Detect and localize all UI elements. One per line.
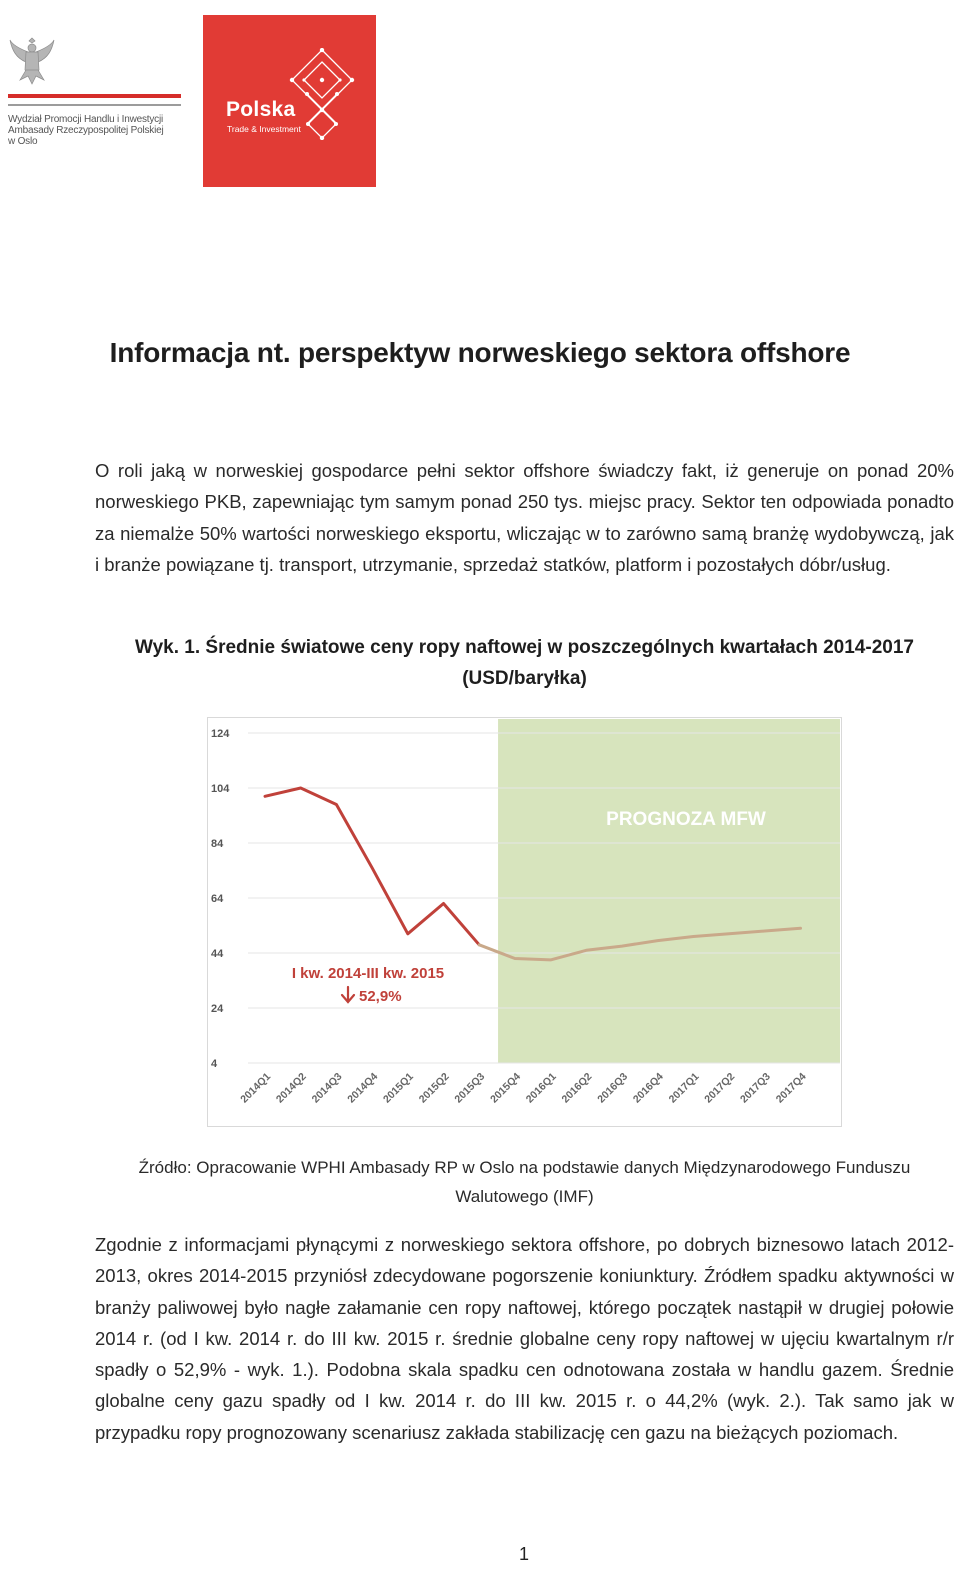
- oil-price-chart: [207, 717, 842, 1127]
- series-line-historical: [265, 788, 479, 945]
- chart-canvas: [208, 718, 841, 1126]
- polish-eagle-emblem: [8, 34, 56, 86]
- brand-name: Polska: [226, 98, 296, 121]
- page-title: Informacja nt. perspektyw norweskiego sektora offshore: [109, 337, 851, 368]
- x-tick-label: 2015Q2: [416, 1070, 452, 1106]
- y-tick-label: 64: [211, 893, 224, 905]
- x-tick-label: 2014Q2: [273, 1070, 309, 1106]
- x-tick-label: 2015Q3: [452, 1070, 488, 1106]
- y-tick-label: 84: [211, 838, 224, 850]
- x-tick-label: 2016Q3: [595, 1070, 631, 1106]
- annotation-period: I kw. 2014-III kw. 2015: [291, 965, 445, 982]
- body-paragraph: Zgodnie z informacjami płynącymi z norweskiego sektora offshore, po dobrych biznesowo latach 2012-2013, okres 2014-2015 przyniósł zdecydowane pogorszenie koniunktury. Źródłem spadku aktywności w branży paliwowej było nagłe załamanie cen ropy naftowej, którego początek nastąpił w drugiej połowie 2014 r. (od I kw. 2014 r. do III kw. 2015 r. średnie globalne ceny ropy naftowej w ujęciu kwartalnym r/r spadły o 52,9% - wyk. 1.). Podobna skala spadku cen odnotowana została w handlu gazem. Średnie globalne ceny gazu spadły od I kw. 2014 r. do III kw. 2015 r. o 44,2% (wyk. 2.). Tak samo jak w przypadku ropy prognozowany scenariusz zakłada stabilizację cen gazu na bieżących poziomach.: [95, 1234, 954, 1443]
- y-tick-label: 4: [211, 1058, 218, 1070]
- header-grey-rule: [8, 104, 181, 106]
- y-tick-label: 124: [211, 728, 230, 740]
- forecast-label: PROGNOZA MFW: [606, 809, 766, 830]
- org-line: Wydział Promocji Handlu i Inwestycji: [8, 114, 163, 125]
- forecast-region: [498, 719, 840, 1063]
- x-tick-label: 2017Q3: [738, 1070, 773, 1106]
- intro-paragraph: O roli jaką w norweskiej gospodarce pełni sektor offshore świadczy fakt, iż generuje on ponad 20% norweskiego PKB, zapewniając tym samym ponad 250 tys. miejsc pracy. Sektor ten odpowiada ponadto za niemalże 50% wartości norweskiego eksportu, wliczając w to zarówno samą branżę wydobywczą, jak i branże powiązane tj. transport, utrzymanie, sprzedaż statków, platform i pozostałych dóbr/usług.: [95, 460, 954, 575]
- page-number: 1: [518, 1544, 529, 1564]
- x-tick-label: 2014Q4: [345, 1070, 381, 1106]
- header-red-rule: [8, 94, 181, 98]
- figure-source: Źródło: Opracowanie WPHI Ambasady RP w Oslo na podstawie danych Międzynarodowego Funduszu Walutowego (IMF): [138, 1158, 911, 1206]
- x-tick-label: 2015Q1: [381, 1070, 416, 1106]
- x-tick-label: 2016Q4: [630, 1070, 666, 1106]
- figure-title: Wyk. 1. Średnie światowe ceny ropy naftowej w poszczególnych kwartałach 2014-2017 (USD/baryłka): [135, 637, 914, 689]
- org-line: Ambasady Rzeczypospolitej Polskiej: [8, 125, 164, 136]
- x-tick-label: 2017Q1: [666, 1070, 702, 1106]
- x-tick-label: 2016Q2: [559, 1070, 595, 1106]
- x-tick-label: 2014Q1: [238, 1070, 274, 1106]
- x-tick-label: 2016Q1: [523, 1070, 559, 1106]
- x-tick-label: 2015Q4: [488, 1070, 524, 1106]
- annotation-value: 52,9%: [359, 988, 402, 1005]
- y-tick-label: 24: [211, 1003, 224, 1015]
- y-tick-label: 44: [211, 948, 224, 960]
- org-line: w Oslo: [8, 136, 38, 147]
- brand-subtitle: Trade & Investment: [227, 124, 301, 134]
- x-tick-label: 2017Q2: [702, 1070, 738, 1106]
- y-tick-label: 104: [211, 783, 230, 795]
- x-tick-label: 2017Q4: [773, 1070, 809, 1106]
- org-name: [8, 114, 164, 147]
- x-tick-label: 2014Q3: [309, 1070, 345, 1106]
- down-arrow-icon: [342, 987, 354, 1002]
